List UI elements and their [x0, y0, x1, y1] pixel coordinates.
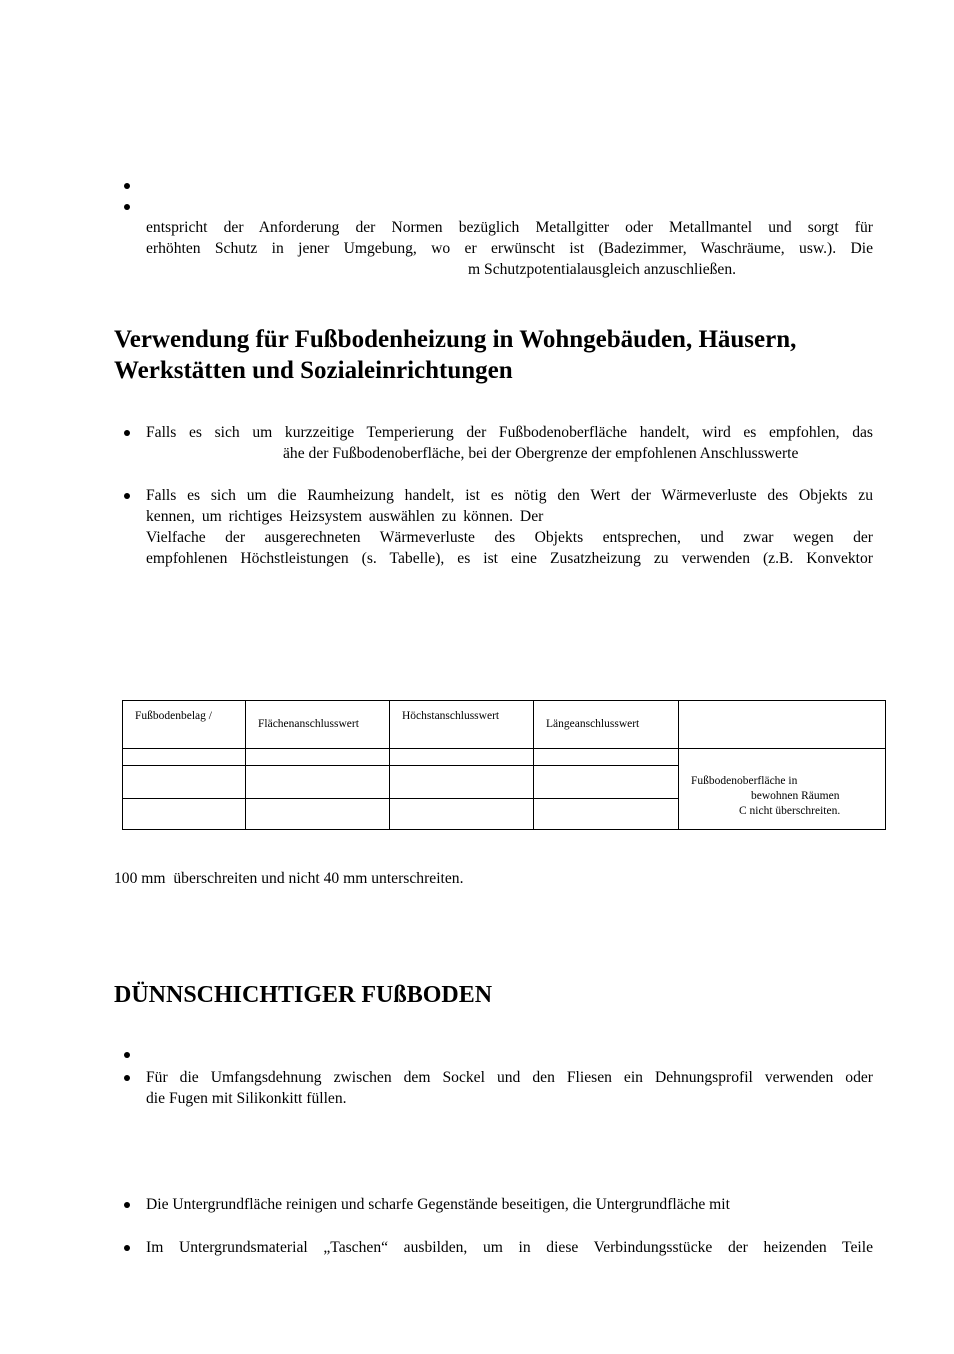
table-header-cell — [534, 701, 679, 749]
table-cell — [534, 766, 679, 799]
table-cell — [390, 799, 534, 830]
bullet-marker — [124, 430, 130, 436]
bullet-marker — [124, 183, 130, 189]
table-cell — [534, 749, 679, 766]
list-item: Die Untergrundfläche reinigen und scharfe Gegenstände beseitigen, die Untergrundfläche mit — [146, 1196, 730, 1213]
table-cell — [390, 766, 534, 799]
paragraph-line: entspricht der Anforderung der Normen bezüglich Metallgitter oder Metallmantel und sorgt für — [146, 219, 873, 236]
table-cell — [123, 749, 246, 766]
bullet-marker — [124, 1052, 130, 1058]
table-header-text: Fußbodenbelag / — [135, 710, 212, 722]
list-item-line: Falls es sich um kurzzeitige Temperierung der Fußbodenoberfläche handelt, wird es empfohlen, das — [146, 424, 873, 441]
table-note-line: bewohnen Räumen — [751, 790, 840, 802]
list-item: Im Untergrundsmaterial „Taschen“ ausbilden, um in diese Verbindungsstücke der heizenden Teile — [146, 1239, 873, 1256]
section-heading — [114, 324, 796, 386]
table-cell — [390, 749, 534, 766]
table-note — [679, 749, 885, 819]
table-header-text — [679, 701, 885, 709]
body-text: 100 mm überschreiten und nicht 40 mm unterschreiten. — [114, 870, 464, 887]
bullet-marker — [124, 1075, 130, 1081]
table-note-line: Fußbodenoberfläche in — [691, 775, 798, 787]
paragraph-line: m Schutzpotentialausgleich anzuschließen. — [468, 261, 737, 278]
table-note-cell — [679, 749, 886, 830]
list-item-line: die Fugen mit Silikonkitt füllen. — [146, 1090, 347, 1107]
table-cell — [534, 799, 679, 830]
table-cell — [246, 799, 390, 830]
table-header-cell — [679, 701, 886, 749]
bullet-marker — [124, 493, 130, 499]
table-note-line: C nicht überschreiten. — [739, 805, 841, 817]
list-item — [146, 1067, 873, 1109]
bullet-marker — [124, 1202, 130, 1208]
table-cell — [246, 749, 390, 766]
table-header-text: Höchstanschlusswert — [402, 710, 500, 722]
table-cell — [123, 799, 246, 830]
list-item-line: Vielfache der ausgerechneten Wärmeverluste des Objekts entsprechen, und zwar wegen der — [146, 529, 873, 546]
list-item-line: Falls es sich um die Raumheizung handelt, ist es nötig den Wert der Wärmeverluste des Objekts zu — [146, 487, 873, 504]
list-item-line: empfohlenen Höchstleistungen (s. Tabelle), es ist eine Zusatzheizung zu verwenden (z.B. Konvektor — [146, 550, 873, 567]
section-heading: DÜNNSCHICHTIGER FUßBODEN — [114, 982, 493, 1008]
table-cell — [246, 766, 390, 799]
table-header-cell — [390, 701, 534, 749]
intro-paragraph — [146, 217, 873, 280]
table-header-text: Flächenanschlusswert — [258, 718, 359, 730]
list-item — [146, 485, 873, 569]
table-header-cell — [123, 701, 246, 749]
list-item-line: kennen, um richtiges Heizsystem auswählen zu können. Der — [146, 508, 544, 525]
paragraph-line: erhöhten Schutz in jener Umgebung, wo er erwünscht ist (Badezimmer, Waschräume, usw.). Die — [146, 240, 873, 257]
list-item-line: ähe der Fußbodenoberfläche, bei der Obergrenze der empfohlenen Anschlusswerte — [283, 445, 799, 462]
heading-line: Werkstätten und Sozialeinrichtungen — [114, 357, 513, 384]
table-header-text: Längeanschlusswert — [546, 718, 640, 730]
power-table — [122, 700, 886, 830]
list-item-line: Für die Umfangsdehnung zwischen dem Sockel und den Fliesen ein Dehnungsprofil verwenden oder — [146, 1069, 873, 1086]
bullet-marker — [124, 1245, 130, 1251]
list-item — [146, 422, 873, 464]
table-header-cell — [246, 701, 390, 749]
heading-line: Verwendung für Fußbodenheizung in Wohngebäuden, Häusern, — [114, 326, 797, 353]
bullet-marker — [124, 204, 130, 210]
table-cell — [123, 766, 246, 799]
